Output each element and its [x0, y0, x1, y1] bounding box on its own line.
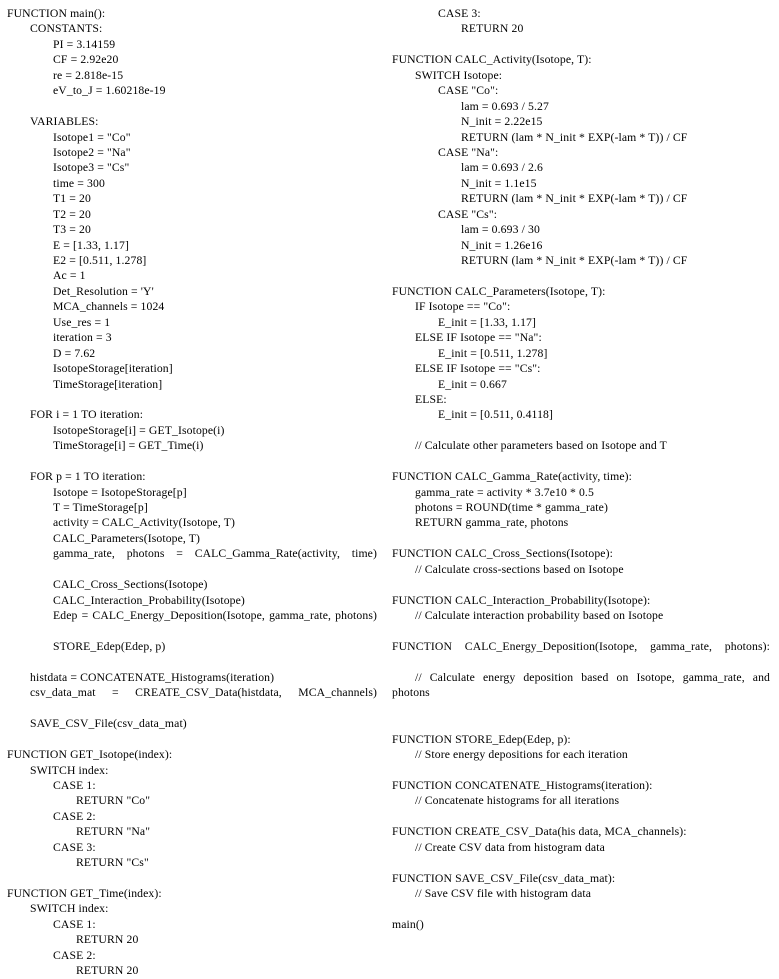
code-line: N_init = 1.26e16 — [461, 238, 543, 252]
code-line: CASE 2: — [53, 948, 96, 962]
code-line: Isotope3 = "Cs" — [53, 161, 130, 175]
code-line: TimeStorage[i] = GET_Time(i) — [53, 439, 204, 453]
code-blank-line — [7, 454, 377, 469]
code-line: CASE 3: — [53, 840, 96, 854]
code-line: ELSE: — [415, 392, 447, 406]
code-line: // Calculate cross-sections based on Isotope — [415, 562, 624, 576]
code-line-wrapped: Edep = CALC_Energy_Deposition(Isotope, gamma_rate, photons) — [53, 609, 377, 623]
code-line: histdata = CONCATENATE_Histograms(iteration) — [30, 670, 275, 684]
code-line: FUNCTION CALC_Activity(Isotope, T): — [392, 53, 592, 67]
code-line: CALC_Interaction_Probability(Isotope) — [53, 593, 245, 607]
code-blank-line — [392, 531, 770, 546]
two-column-layout — [0, 6, 779, 979]
code-line-wrapped: gamma_rate, photons = CALC_Gamma_Rate(activity, time) — [53, 547, 377, 561]
code-line-wrapped: csv_data_mat = CREATE_CSV_Data(histdata, MCA_channels) — [30, 686, 377, 700]
code-line: CASE 1: — [53, 778, 96, 792]
right-code-column — [385, 6, 779, 932]
code-line: FOR i = 1 TO iteration: — [30, 408, 144, 422]
code-line: Isotope1 = "Co" — [53, 130, 131, 144]
code-line: T = TimeStorage[p] — [53, 501, 148, 514]
code-line: ELSE IF Isotope == "Na": — [415, 331, 542, 345]
code-line: E_init = 0.667 — [438, 377, 507, 391]
code-line: FUNCTION CREATE_CSV_Data(his data, MCA_channels): — [392, 825, 687, 839]
code-line: SAVE_CSV_File(csv_data_mat) — [30, 717, 187, 731]
code-blank-line — [392, 716, 770, 731]
code-blank-line — [392, 763, 770, 778]
code-line: E_init = [0.511, 0.4118] — [438, 408, 554, 422]
code-line: RETURN 20 — [76, 933, 139, 947]
code-line: Use_res = 1 — [53, 315, 111, 329]
code-line: FUNCTION SAVE_CSV_File(csv_data_mat): — [392, 871, 616, 885]
code-line: // Calculate interaction probability based on Isotope — [415, 609, 664, 623]
code-line: TimeStorage[iteration] — [53, 377, 163, 391]
code-line: Isotope2 = "Na" — [53, 145, 131, 159]
code-line: SWITCH index: — [30, 902, 109, 916]
code-line: T1 = 20 — [53, 192, 91, 206]
code-line: photons = ROUND(time * gamma_rate) — [415, 501, 608, 514]
code-line: FUNCTION CALC_Parameters(Isotope, T): — [392, 284, 606, 298]
code-line: CONSTANTS: — [30, 22, 103, 36]
code-line: PI = 3.14159 — [53, 37, 116, 51]
code-line: main() — [392, 917, 424, 931]
code-line: Ac = 1 — [53, 269, 86, 283]
code-line: // Create CSV data from histogram data — [415, 840, 605, 854]
code-line: FOR p = 1 TO iteration: — [30, 470, 146, 484]
code-line: FUNCTION GET_Time(index): — [7, 887, 162, 901]
code-line: SWITCH Isotope: — [415, 68, 503, 82]
code-line: N_init = 2.22e15 — [461, 115, 543, 129]
code-line: RETURN 20 — [76, 964, 139, 978]
code-line: FUNCTION CALC_Cross_Sections(Isotope): — [392, 547, 613, 561]
code-blank-line — [392, 37, 770, 52]
code-line: CASE "Na": — [438, 145, 499, 159]
code-line: RETURN "Na" — [76, 825, 151, 839]
code-line: RETURN "Cs" — [76, 856, 149, 870]
code-line: RETURN (lam * N_init * EXP(-lam * T)) / CF — [461, 192, 688, 206]
code-line: Det_Resolution = 'Y' — [53, 284, 154, 298]
code-line: MCA_channels = 1024 — [53, 300, 165, 314]
code-line: E2 = [0.511, 1.278] — [53, 254, 147, 267]
code-blank-line — [392, 809, 770, 824]
code-line: // Store energy depositions for each iteration — [415, 748, 628, 762]
code-line: E = [1.33, 1.17] — [53, 238, 129, 252]
code-line: ELSE IF Isotope == "Cs": — [415, 362, 541, 376]
code-line: CF = 2.92e20 — [53, 53, 119, 67]
code-blank-line — [7, 392, 377, 407]
code-line: E_init = [1.33, 1.17] — [438, 315, 536, 329]
code-line: time = 300 — [53, 176, 105, 190]
code-line: CALC_Cross_Sections(Isotope) — [53, 578, 208, 592]
code-line: RETURN gamma_rate, photons — [415, 516, 569, 530]
code-line: IsotopeStorage[iteration] — [53, 362, 173, 376]
code-line: RETURN (lam * N_init * EXP(-lam * T)) / CF — [461, 130, 688, 144]
code-line: gamma_rate = activity * 3.7e10 * 0.5 — [415, 485, 594, 499]
code-line: re = 2.818e-15 — [53, 68, 124, 82]
code-blank-line — [392, 454, 770, 469]
code-line-wrapped: FUNCTION CALC_Energy_Deposition(Isotope, gamma_rate, photons): — [392, 639, 770, 653]
code-line: CASE "Cs": — [438, 207, 498, 221]
code-blank-line — [392, 855, 770, 870]
code-blank-line — [392, 624, 770, 639]
code-line: D = 7.62 — [53, 346, 96, 360]
code-line: FUNCTION CONCATENATE_Histograms(iteration): — [392, 778, 653, 792]
code-line: Isotope = IsotopeStorage[p] — [53, 485, 187, 499]
code-line: lam = 0.693 / 30 — [461, 223, 540, 237]
code-line: CASE "Co": — [438, 84, 499, 98]
code-line: FUNCTION CALC_Interaction_Probability(Isotope): — [392, 593, 651, 607]
code-line: T2 = 20 — [53, 207, 91, 221]
code-blank-line — [7, 732, 377, 747]
code-line: IF Isotope == "Co": — [415, 300, 511, 314]
code-blank-line — [7, 99, 377, 114]
code-line: RETURN 20 — [461, 22, 524, 36]
code-line: eV_to_J = 1.60218e-19 — [53, 84, 166, 98]
code-blank-line — [392, 423, 770, 438]
code-line: CASE 3: — [438, 7, 481, 20]
code-line: FUNCTION STORE_Edep(Edep, p): — [392, 732, 571, 746]
code-line: lam = 0.693 / 2.6 — [461, 161, 543, 175]
code-line: IsotopeStorage[i] = GET_Isotope(i) — [53, 423, 225, 437]
code-line: STORE_Edep(Edep, p) — [53, 640, 166, 653]
code-line: VARIABLES: — [30, 115, 99, 129]
code-line: lam = 0.693 / 5.27 — [461, 99, 549, 113]
code-blank-line — [392, 268, 770, 283]
code-blank-line — [7, 654, 377, 669]
left-code-column — [0, 6, 385, 979]
code-line: FUNCTION main(): — [7, 7, 106, 20]
code-blank-line — [392, 577, 770, 592]
code-blank-line — [7, 871, 377, 886]
code-line: activity = CALC_Activity(Isotope, T) — [53, 516, 235, 530]
code-line: CASE 1: — [53, 917, 96, 931]
code-line: FUNCTION CALC_Gamma_Rate(activity, time): — [392, 470, 633, 484]
code-line: RETURN (lam * N_init * EXP(-lam * T)) / CF — [461, 254, 688, 267]
code-line: SWITCH index: — [30, 763, 109, 777]
code-blank-line — [392, 901, 770, 916]
code-line-wrapped: // Calculate energy deposition based on Isotope, gamma_rate, and photons — [392, 670, 774, 700]
code-line: T3 = 20 — [53, 223, 91, 237]
code-line: // Concatenate histograms for all iterations — [415, 794, 620, 808]
code-line: N_init = 1.1e15 — [461, 176, 537, 190]
code-line: // Save CSV file with histogram data — [415, 887, 592, 901]
code-line: iteration = 3 — [53, 331, 112, 345]
code-line: // Calculate other parameters based on Isotope and T — [415, 439, 667, 453]
code-line: E_init = [0.511, 1.278] — [438, 346, 548, 360]
code-line: CALC_Parameters(Isotope, T) — [53, 531, 201, 545]
code-line: FUNCTION GET_Isotope(index): — [7, 748, 173, 762]
code-line: CASE 2: — [53, 809, 96, 823]
code-line: RETURN "Co" — [76, 794, 151, 808]
